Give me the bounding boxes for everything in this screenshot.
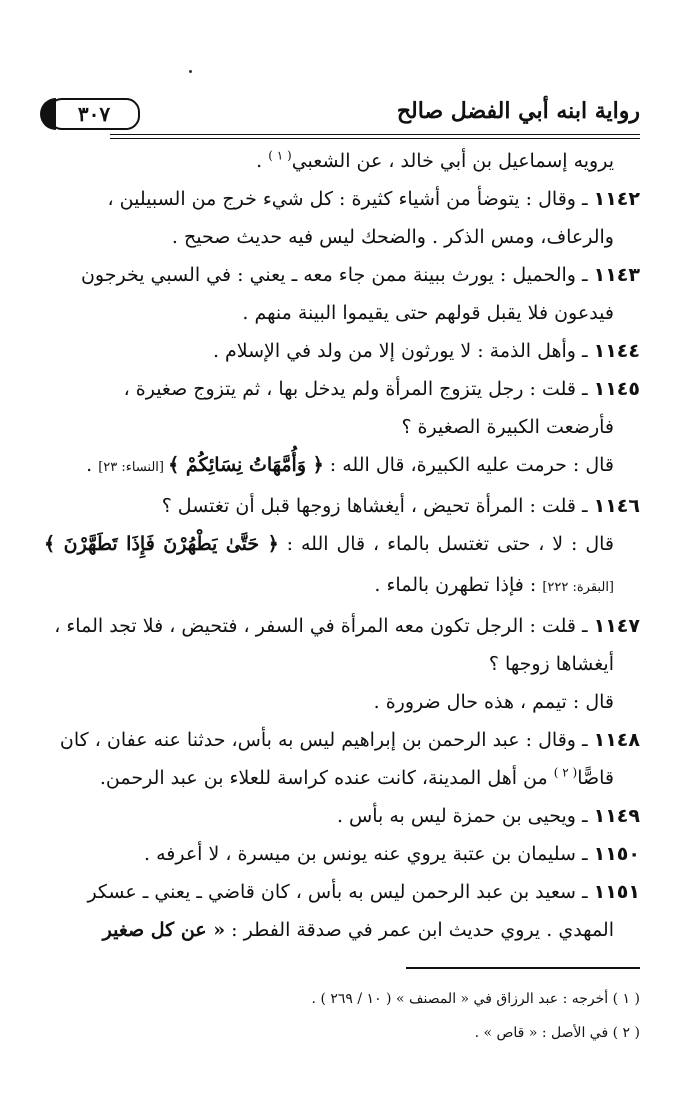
entry-1148-cont: قاصًّا$^{( ٢ )}$ من أهل المدينة، كانت عنده كراسة للعلاء بن عبد الرحمن.: [99, 765, 614, 789]
entry-1150: ١١٥٠ ـ سليمان بن عتبة يروي عنه يونس بن ميسرة ، لا أعرفه .: [144, 843, 640, 865]
entry-1151-cont: المهدي . يروي حديث ابن عمر في صدقة الفطر : « عن كل صغير: [102, 919, 614, 941]
entry-1142: ١١٤٢ ـ وقال : يتوضأ من أشياء كثيرة : كل شيء خرج من السبيلين ،: [107, 188, 640, 210]
footnote-rule: [406, 967, 640, 969]
header-rule: [110, 134, 640, 139]
footnote-2: ( ٢ ) في الأصل : « قاص » .: [474, 1025, 640, 1041]
entry-1145: ١١٤٥ ـ قلت : رجل يتزوج المرأة ولم يدخل بها ، ثم يتزوج صغيرة ،: [123, 378, 640, 400]
entry-1145-answer: قال : حرمت عليه الكبيرة، قال الله : ﴿ وَأُمَّهَاتُ نِسَائِكُمْ ﴾ [النساء: ٢٣] .: [86, 454, 614, 476]
line-0: يرويه إسماعيل بن أبي خالد ، عن الشعبي$^{( ١ )}$ .: [256, 148, 614, 172]
entry-1144: ١١٤٤ ـ وأهل الذمة : لا يورثون إلا من ولد في الإسلام .: [212, 340, 640, 362]
footnote-1: ( ١ ) أخرجه : عبد الرزاق في « المصنف » ( ١٠ / ٢٦٩ ) .: [311, 991, 640, 1007]
entry-number: ١١٤٥: [593, 378, 640, 400]
entry-number: ١١٤٩: [593, 805, 640, 827]
entry-number: ١١٤٧: [593, 615, 640, 637]
entry-1149: ١١٤٩ ـ ويحيى بن حمزة ليس به بأس .: [336, 805, 640, 827]
page-header: [40, 96, 640, 132]
entry-number: ١١٥١: [593, 881, 640, 903]
entry-number: ١١٤٣: [593, 264, 640, 286]
entry-number: ١١٥٠: [593, 843, 640, 865]
running-title: رواية ابنه أبي الفضل صالح: [396, 98, 640, 124]
entry-1147-answer: قال : تيمم ، هذه حال ضرورة .: [373, 691, 614, 713]
entry-number: ١١٤٢: [593, 188, 640, 210]
footnote-ref-1: ( ١ ): [268, 148, 292, 163]
entry-1148: ١١٤٨ ـ وقال : عبد الرحمن بن إبراهيم ليس به بأس، حدثنا عنه عفان ، كان: [59, 729, 640, 751]
entry-1146-answer: قال : لا ، حتى تغتسل بالماء ، قال الله : ﴿ حَتَّىٰ يَطْهُرْنَ فَإِذَا تَطَهَّرْنَ ﴾ [البقرة: ٢٢٢] : فإذا تطهرن بالماء .: [44, 533, 614, 596]
page-number: ٣٠٧: [48, 98, 140, 130]
verse-reference: [البقرة: ٢٢٢]: [542, 580, 614, 595]
body-text: [44, 142, 640, 949]
entry-1145-cont: فأرضعت الكبيرة الصغيرة ؟: [401, 416, 614, 438]
entry-1146: ١١٤٦ ـ قلت : المرأة تحيض ، أيغشاها زوجها قبل أن تغتسل ؟: [161, 495, 640, 517]
entry-1151: ١١٥١ ـ سعيد بن عبد الرحمن ليس به بأس ، كان قاضي ـ يعني ـ عسكر: [87, 881, 640, 903]
entry-1147-cont: أيغشاها زوجها ؟: [488, 653, 614, 675]
entry-number: ١١٤٤: [593, 340, 640, 362]
entry-1142-cont: والرعاف، ومس الذكر . والضحك ليس فيه حديث صحيح .: [171, 226, 614, 248]
entry-1147: ١١٤٧ ـ قلت : الرجل تكون معه المرأة في السفر ، فتحيض ، فلا تجد الماء ،: [54, 615, 640, 637]
quran-verse: ﴿ حَتَّىٰ يَطْهُرْنَ فَإِذَا تَطَهَّرْنَ ﴾: [44, 533, 279, 555]
entry-number: ١١٤٦: [593, 495, 640, 517]
entry-number: ١١٤٨: [593, 729, 640, 751]
footnotes: [44, 982, 640, 1050]
entry-1143: ١١٤٣ ـ والحميل : يورث ببينة ممن جاء معه ـ يعني : في السبي يخرجون: [80, 264, 640, 286]
verse-reference: [النساء: ٢٣]: [98, 460, 169, 475]
entry-1143-cont: فيدعون فلا يقبل قولهم حتى يقيموا البينة منهم .: [242, 302, 614, 324]
page-dot: [189, 70, 192, 73]
footnote-ref-2: ( ٢ ): [553, 765, 578, 780]
quran-verse: ﴿ وَأُمَّهَاتُ نِسَائِكُمْ ﴾: [168, 454, 324, 476]
